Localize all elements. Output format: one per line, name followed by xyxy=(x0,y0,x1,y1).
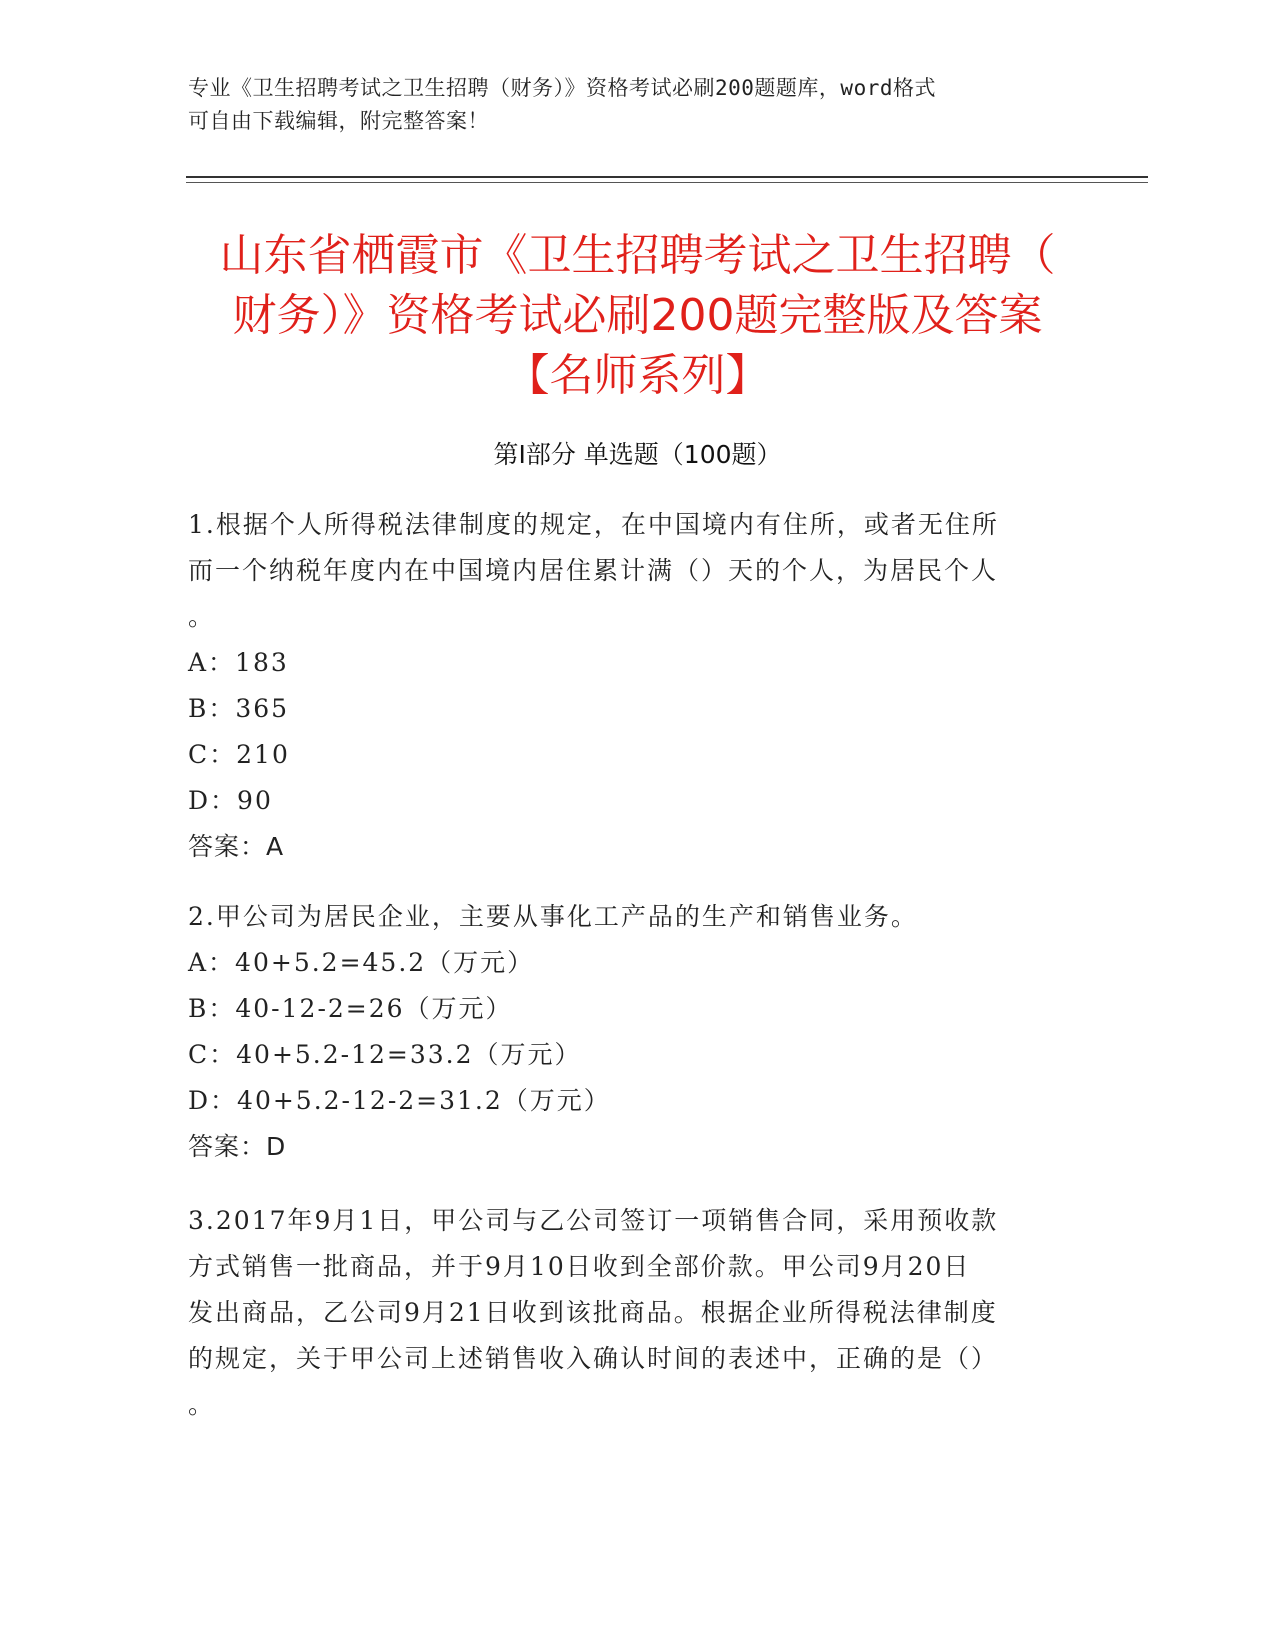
option-c: C：40+5.2-12=33.2（万元） xyxy=(188,1040,582,1069)
document-title-line: 山东省栖霞市《卫生招聘考试之卫生招聘（ xyxy=(219,230,1056,281)
question-text-line: 发出商品，乙公司9月21日收到该批商品。根据企业所得税法律制度 xyxy=(188,1298,998,1327)
header-note-line: 可自由下载编辑，附完整答案！ xyxy=(188,109,489,133)
option-d: D：40+5.2-12-2=31.2（万元） xyxy=(188,1086,611,1115)
question-text-line: 1.根据个人所得税法律制度的规定，在中国境内有住所，或者无住所 xyxy=(188,510,999,539)
option-c: C：210 xyxy=(188,740,290,769)
answer-label: 答案：A xyxy=(188,832,285,861)
header-divider-thin xyxy=(186,182,1148,183)
option-b: B：365 xyxy=(188,694,290,723)
question-text-line: 3.2017年9月1日，甲公司与乙公司签订一项销售合同，采用预收款 xyxy=(188,1206,999,1235)
question-text-line: 方式销售一批商品，并于9月10日收到全部价款。甲公司9月20日 xyxy=(188,1252,971,1281)
option-b: B：40-12-2=26（万元） xyxy=(188,994,513,1023)
section-heading: 第I部分 单选题（100题） xyxy=(493,440,782,469)
header-note-line: 专业《卫生招聘考试之卫生招聘（财务）》资格考试必刷200题题库，word格式 xyxy=(188,76,936,100)
question-1 xyxy=(188,502,1068,870)
document-title xyxy=(160,226,1115,406)
document-title-line: 【名师系列】 xyxy=(505,350,770,401)
question-text-line: 的规定，关于甲公司上述销售收入确认时间的表述中，正确的是（） xyxy=(188,1344,999,1373)
question-text-line: 。 xyxy=(188,602,216,631)
document-title-line: 财务）》资格考试必刷200题完整版及答案 xyxy=(232,290,1043,341)
header-divider xyxy=(186,176,1148,178)
option-a: A：40+5.2=45.2（万元） xyxy=(188,948,535,977)
question-3 xyxy=(188,1198,1068,1428)
option-a: A：183 xyxy=(188,648,289,677)
question-text-line: 。 xyxy=(188,1390,216,1419)
question-text-line: 2.甲公司为居民企业，主要从事化工产品的生产和销售业务。 xyxy=(188,902,918,931)
option-d: D：90 xyxy=(188,786,273,815)
question-2 xyxy=(188,894,1068,1170)
header-note xyxy=(188,72,1068,138)
answer-label: 答案：D xyxy=(188,1132,287,1161)
question-text-line: 而一个纳税年度内在中国境内居住累计满（）天的个人，为居民个人 xyxy=(188,556,999,585)
